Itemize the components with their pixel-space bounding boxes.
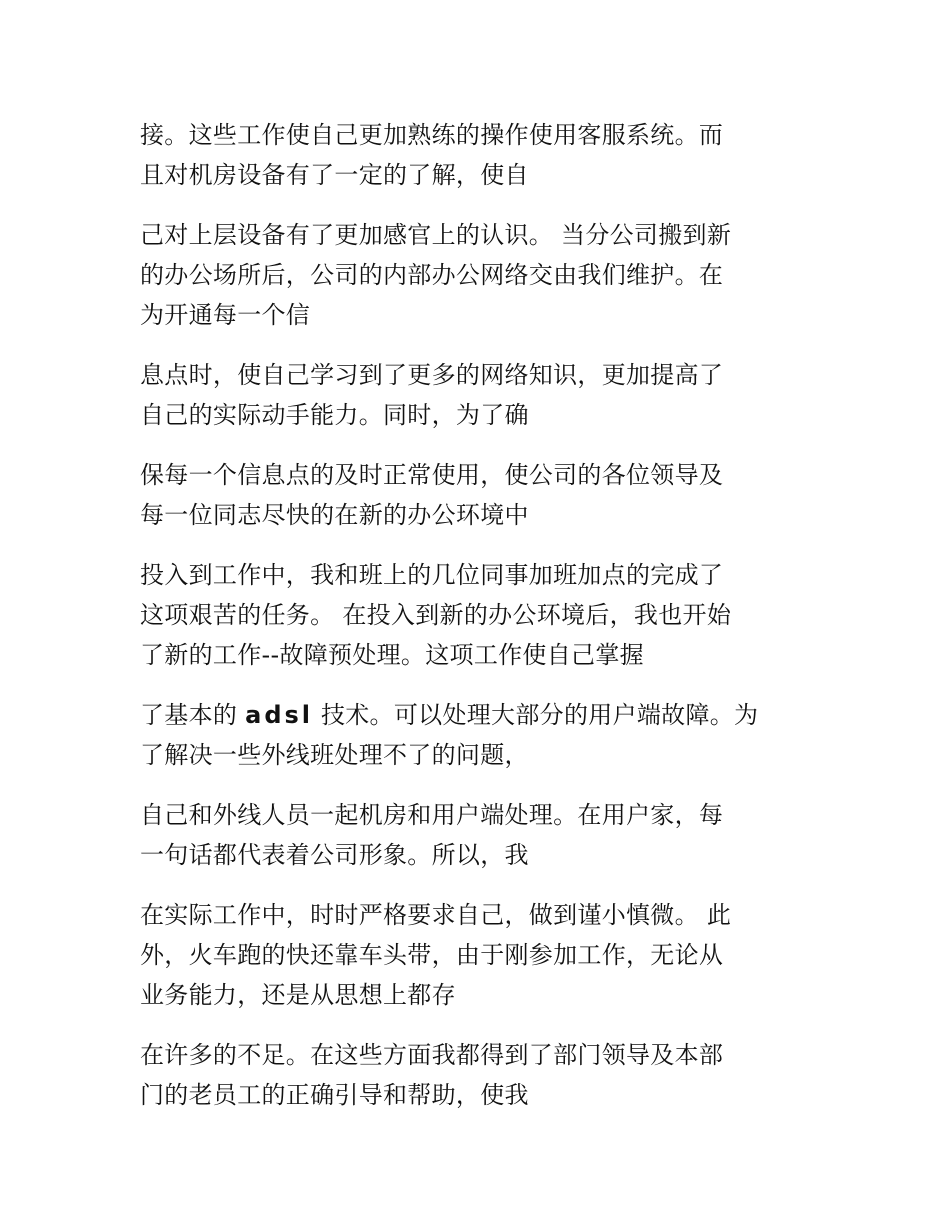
text-line: 一句话都代表着公司形象。所以，我 <box>140 841 529 869</box>
text-line: 这项艰苦的任务。 在投入到新的办公环境后，我也开始 <box>140 601 732 629</box>
paragraph-5 <box>140 555 810 675</box>
latin-term: adsl <box>245 701 314 729</box>
text-line: 外，火车跑的快还靠车头带，由于刚参加工作，无论从 <box>140 941 724 969</box>
text-line: 自己的实际动手能力。同时，为了确 <box>140 401 529 429</box>
text-line: 每一位同志尽快的在新的办公环境中 <box>140 501 529 529</box>
text-line: 为开通每一个信 <box>140 301 311 329</box>
paragraph-1 <box>140 115 810 195</box>
text-line: 息点时，使自己学习到了更多的网络知识，更加提高了 <box>140 361 724 389</box>
paragraph-6 <box>140 695 810 775</box>
document-body <box>140 115 810 1135</box>
text-line: 保每一个信息点的及时正常使用，使公司的各位领导及 <box>140 461 724 489</box>
paragraph-7 <box>140 795 810 875</box>
text-line: 业务能力，还是从思想上都存 <box>140 981 456 1009</box>
text-segment: 技术。可以处理大部分的用户端故障。为 <box>313 701 759 729</box>
text-line: 了解决一些外线班处理不了的问题， <box>140 741 529 769</box>
text-line: 了新的工作--故障预处理。这项工作使自己掌握 <box>140 641 644 669</box>
paragraph-4 <box>140 455 810 535</box>
paragraph-2 <box>140 215 810 335</box>
text-line: 的办公场所后，公司的内部办公网络交由我们维护。在 <box>140 261 724 289</box>
text-line: 自己和外线人员一起机房和用户端处理。在用户家，每 <box>140 801 724 829</box>
paragraph-8 <box>140 895 810 1015</box>
text-line: 且对机房设备有了一定的了解，使自 <box>140 161 529 189</box>
paragraph-3 <box>140 355 810 435</box>
text-line: 己对上层设备有了更加感官上的认识。 当分公司搬到新 <box>140 221 732 249</box>
text-line: 在实际工作中，时时严格要求自己，做到谨小慎微。 此 <box>140 901 732 929</box>
text-segment: 了基本的 <box>140 701 246 729</box>
text-line: 投入到工作中，我和班上的几位同事加班加点的完成了 <box>140 561 724 589</box>
text-line: 接。这些工作使自己更加熟练的操作使用客服系统。而 <box>140 121 724 149</box>
text-line: 在许多的不足。在这些方面我都得到了部门领导及本部 <box>140 1041 724 1069</box>
text-line <box>140 695 810 735</box>
paragraph-9 <box>140 1035 810 1115</box>
text-line: 门的老员工的正确引导和帮助，使我 <box>140 1081 529 1109</box>
